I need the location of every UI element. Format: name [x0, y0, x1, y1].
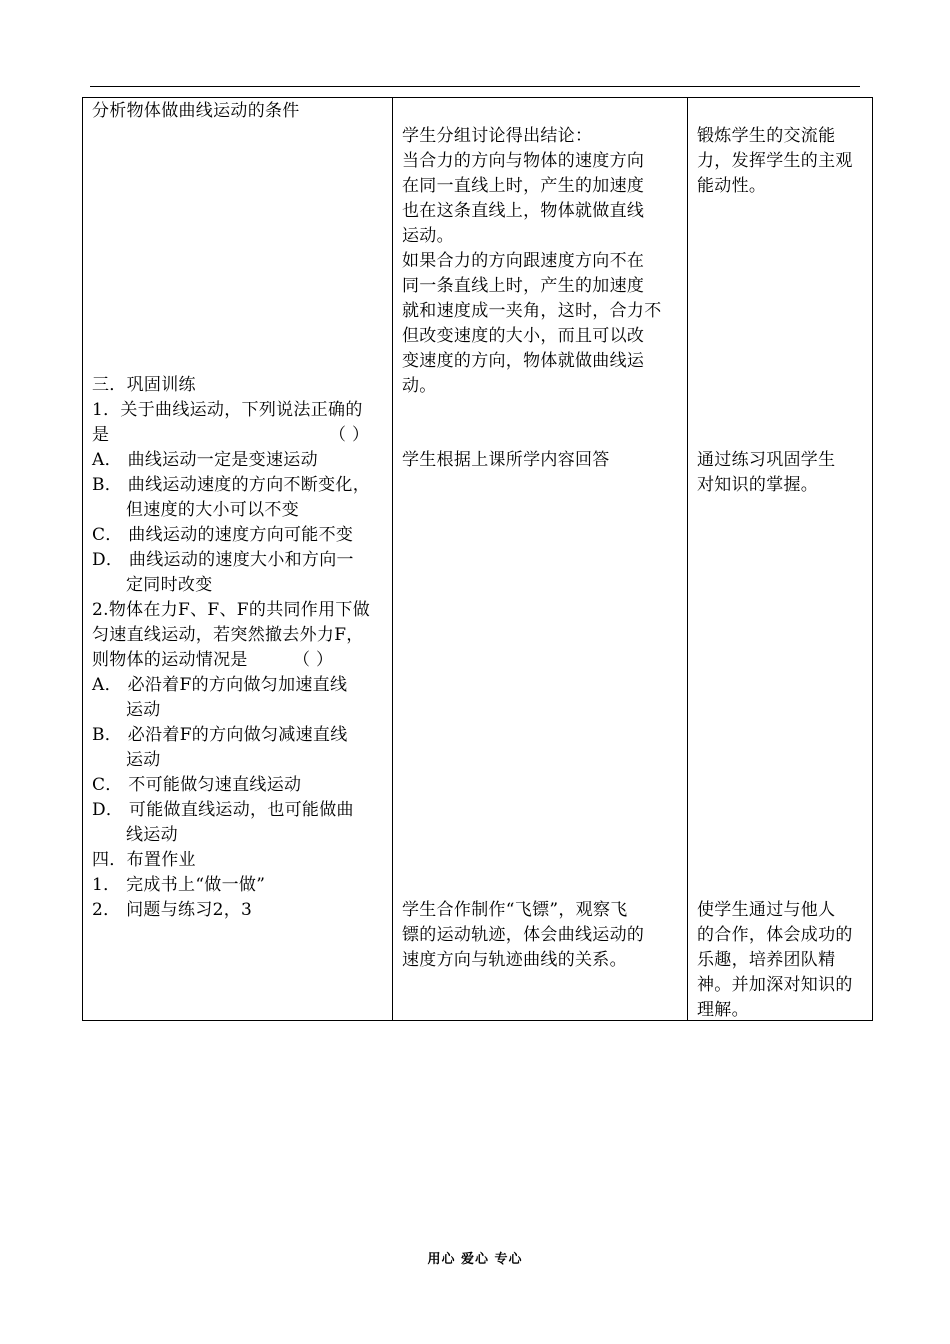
- discussion-line: 同一条直线上时，产生的加速度: [402, 276, 645, 296]
- intent-line: 神。并加深对知识的: [697, 975, 853, 995]
- discussion-line: 但改变速度的大小，而且可以改: [402, 326, 645, 346]
- option-a: A． 曲线运动一定是变速运动: [92, 450, 318, 470]
- question-2-text: 2.物体在力F、F、F的共同作用下做: [92, 600, 371, 620]
- homework-item: 2． 问题与练习2，3: [92, 900, 253, 920]
- option-b: 运动: [126, 750, 161, 770]
- option-b: B． 必沿着F的方向做匀减速直线: [92, 725, 348, 745]
- option-c: C． 曲线运动的速度方向可能不变: [92, 525, 354, 545]
- discussion-line: 就和速度成一夹角，这时，合力不: [402, 301, 662, 321]
- discussion-line: 学生分组讨论得出结论：: [402, 126, 593, 146]
- option-a: 运动: [126, 700, 161, 720]
- question-2-text: 则物体的运动情况是: [92, 650, 248, 670]
- header-rule: [90, 86, 860, 87]
- design-intent-column: [688, 98, 873, 1021]
- option-a: A． 必沿着F的方向做匀加速直线: [92, 675, 348, 695]
- answer-blank: （ ）: [293, 650, 334, 670]
- answer-blank: （ ）: [329, 425, 370, 445]
- option-d: D． 曲线运动的速度大小和方向一: [92, 550, 354, 570]
- option-b: B． 曲线运动速度的方向不断变化，: [92, 475, 370, 495]
- intent-line: 锻炼学生的交流能: [697, 126, 836, 146]
- dart-activity-line: 学生合作制作“飞镖”，观察飞: [402, 900, 628, 920]
- dart-activity-line: 速度方向与轨迹曲线的关系。: [402, 950, 627, 970]
- intent-line: 乐趣，培养团队精: [697, 950, 836, 970]
- student-activity-column: [393, 98, 688, 1021]
- discussion-line: 变速度的方向，物体就做曲线运: [402, 351, 645, 371]
- homework-item: 1． 完成书上“做一做”: [92, 875, 266, 895]
- option-d: 定同时改变: [126, 575, 213, 595]
- intent-line: 使学生通过与他人: [697, 900, 836, 920]
- analysis-heading: 分析物体做曲线运动的条件: [92, 101, 300, 121]
- question-2-text: 匀速直线运动，若突然撤去外力F，: [92, 625, 364, 645]
- option-d: D． 可能做直线运动，也可能做曲: [92, 800, 354, 820]
- discussion-line: 在同一直线上时，产生的加速度: [402, 176, 645, 196]
- page-footer: 用心 爱心 专心: [427, 1252, 523, 1267]
- lesson-plan-table: [82, 97, 873, 1021]
- section-consolidation-heading: 三．巩固训练: [92, 375, 196, 395]
- option-d: 线运动: [126, 825, 178, 845]
- intent-line: 通过练习巩固学生: [697, 450, 836, 470]
- intent-line: 理解。: [697, 1000, 749, 1020]
- question-1-text: 是: [92, 425, 110, 445]
- discussion-line: 也在这条直线上，物体就做直线: [402, 201, 645, 221]
- answer-activity: 学生根据上课所学内容回答: [402, 450, 610, 470]
- discussion-line: 如果合力的方向跟速度方向不在: [402, 251, 645, 271]
- intent-line: 对知识的掌握。: [697, 475, 819, 495]
- intent-line: 能动性。: [697, 176, 767, 196]
- intent-line: 力，发挥学生的主观: [697, 151, 853, 171]
- question-1-text: 1．关于曲线运动，下列说法正确的: [92, 400, 363, 420]
- discussion-line: 动。: [402, 376, 437, 396]
- dart-activity-line: 镖的运动轨迹，体会曲线运动的: [402, 925, 645, 945]
- section-homework-heading: 四．布置作业: [92, 850, 196, 870]
- option-c: C． 不可能做匀速直线运动: [92, 775, 302, 795]
- discussion-line: 当合力的方向与物体的速度方向: [402, 151, 645, 171]
- table-row: [83, 98, 873, 1021]
- discussion-line: 运动。: [402, 226, 454, 246]
- option-b: 但速度的大小可以不变: [126, 500, 299, 520]
- activity-column: [83, 98, 393, 1021]
- intent-line: 的合作，体会成功的: [697, 925, 853, 945]
